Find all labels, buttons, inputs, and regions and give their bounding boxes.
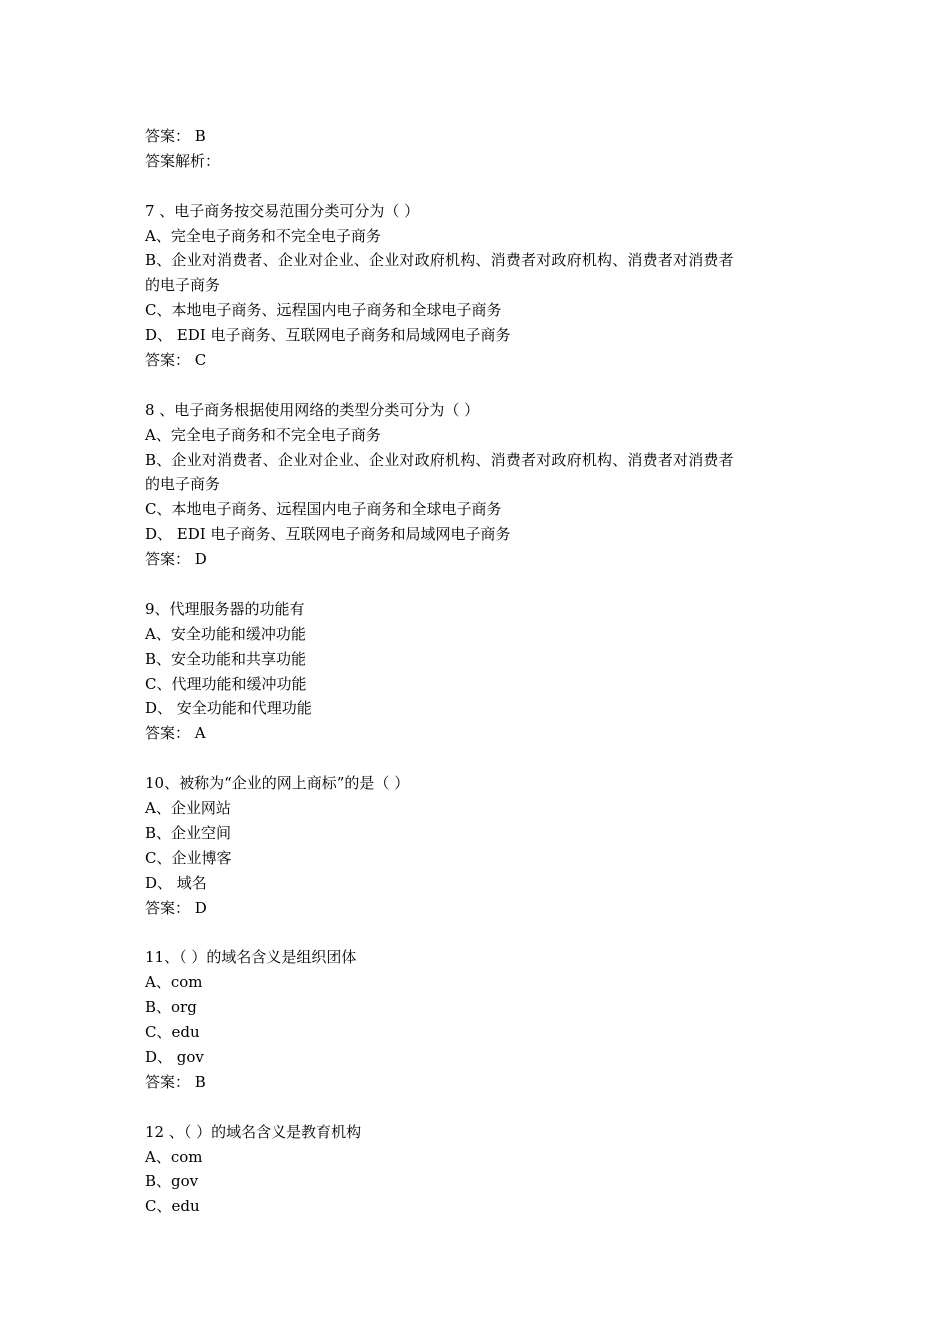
answer-line: 答案： B [145, 127, 206, 145]
question-8 [145, 398, 810, 572]
option-b-continued: 的电子商务 [145, 276, 221, 295]
question-9 [145, 597, 810, 746]
option-b: B、gov [145, 1172, 199, 1191]
option-b: B、企业空间 [145, 823, 232, 842]
option-d: D、 gov [145, 1047, 204, 1066]
question-stem: 10、被称为“企业的网上商标”的是（ ） [145, 774, 410, 793]
option-c: C、代理功能和缓冲功能 [145, 674, 307, 693]
blank-line [145, 174, 810, 199]
option-c: C、edu [145, 1023, 200, 1042]
document-page [145, 124, 810, 1219]
question-7 [145, 199, 810, 373]
option-d: D、 安全功能和代理功能 [145, 699, 312, 718]
blank-line [145, 1095, 810, 1120]
option-d: D、 域名 [145, 873, 207, 892]
question-10 [145, 771, 810, 920]
option-a: A、完全电子商务和不完全电子商务 [145, 226, 381, 245]
option-d: D、 EDI 电子商务、互联网电子商务和局域网电子商务 [145, 525, 511, 544]
blank-line [145, 746, 810, 771]
blank-line [145, 373, 810, 398]
question-stem: 7 、电子商务按交易范围分类可分为（ ） [145, 201, 420, 220]
option-b-continued: 的电子商务 [145, 475, 221, 494]
answer-analysis-line: 答案解析： [145, 151, 221, 170]
blank-line [145, 572, 810, 597]
option-c: C、edu [145, 1197, 200, 1216]
option-a: A、com [145, 1147, 203, 1166]
option-a: A、com [145, 973, 203, 992]
option-b: B、企业对消费者、企业对企业、企业对政府机构、消费者对政府机构、消费者对消费者 [145, 450, 734, 469]
option-c: C、本地电子商务、远程国内电子商务和全球电子商务 [145, 500, 502, 519]
option-c: C、企业博客 [145, 848, 232, 867]
question-11 [145, 945, 810, 1094]
option-b: B、org [145, 998, 197, 1017]
answer-line: 答案： C [145, 351, 207, 370]
option-a: A、企业网站 [145, 799, 231, 818]
answer-line: 答案： D [145, 898, 207, 917]
option-a: A、完全电子商务和不完全电子商务 [145, 425, 381, 444]
question-12 [145, 1120, 810, 1220]
option-c: C、本地电子商务、远程国内电子商务和全球电子商务 [145, 301, 502, 320]
option-d: D、 EDI 电子商务、互联网电子商务和局域网电子商务 [145, 326, 511, 345]
answer-line: 答案： B [145, 1072, 206, 1091]
answer-line: 答案： D [145, 550, 207, 569]
blank-line [145, 921, 810, 946]
answer-line: 答案： A [145, 724, 206, 743]
question-stem: 11、（ ）的域名含义是组织团体 [145, 948, 357, 967]
question-stem: 12 、（ ）的域名含义是教育机构 [145, 1122, 362, 1141]
option-b: B、企业对消费者、企业对企业、企业对政府机构、消费者对政府机构、消费者对消费者 [145, 251, 734, 270]
question-stem: 8 、电子商务根据使用网络的类型分类可分为（ ） [145, 400, 480, 419]
option-b: B、安全功能和共享功能 [145, 649, 307, 668]
question-stem: 9、代理服务器的功能有 [145, 599, 305, 618]
option-a: A、安全功能和缓冲功能 [145, 624, 306, 643]
